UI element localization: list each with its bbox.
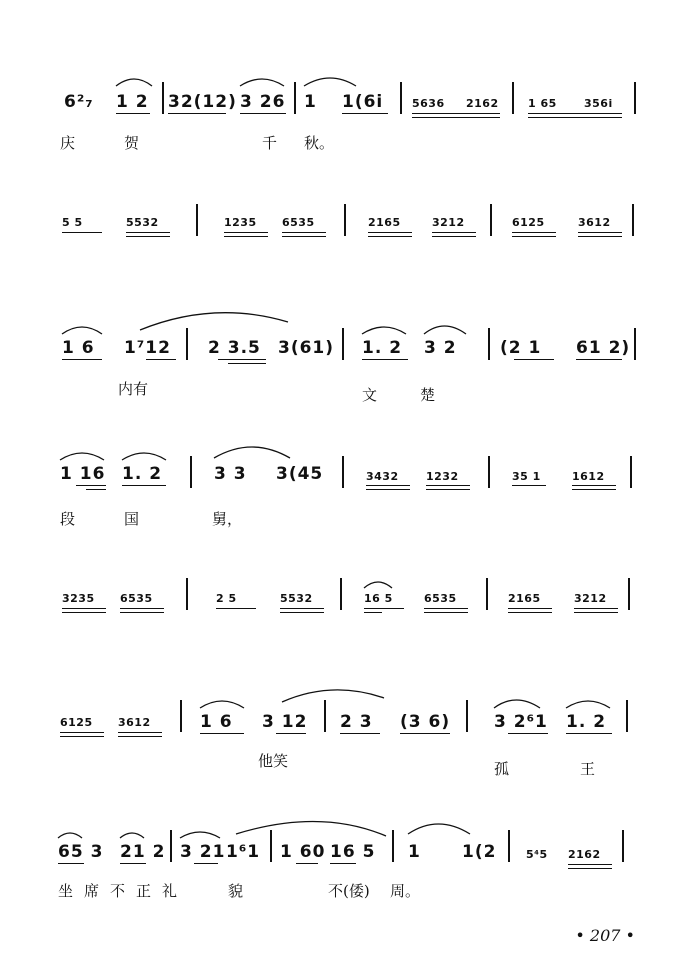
- lyric: 楚: [420, 386, 436, 404]
- note-group: 5⁴5: [526, 848, 548, 861]
- slur: [140, 313, 288, 330]
- note-group: 16 5: [364, 592, 393, 605]
- note-group: 1⁶1: [226, 842, 261, 862]
- note-group: 5532: [280, 592, 313, 605]
- page-number: • 207 •: [575, 926, 635, 945]
- slur: [200, 701, 244, 708]
- note-group: 1(2: [462, 842, 497, 862]
- note-group: 2165: [368, 216, 401, 229]
- note-group: 61 2): [576, 338, 631, 358]
- slur: [282, 690, 384, 702]
- slur: [364, 582, 392, 588]
- note-group: 1 16: [60, 464, 106, 484]
- slur: [408, 824, 470, 834]
- note-group: 6125: [60, 716, 93, 729]
- lyric: 国: [124, 510, 140, 528]
- note-group: 1235: [224, 216, 257, 229]
- note-group: 3432: [366, 470, 399, 483]
- lyric: 庆: [60, 134, 76, 152]
- lyric: 秋。: [304, 134, 335, 152]
- slur: [304, 78, 356, 86]
- note-group: 2 3: [340, 712, 373, 732]
- note-group: 3212: [432, 216, 465, 229]
- note-group: (2 1: [500, 338, 542, 358]
- note-group: 3212: [574, 592, 607, 605]
- lyric: 舅，: [212, 510, 243, 528]
- lyric: 礼: [162, 882, 178, 900]
- slur: [180, 832, 220, 838]
- note-group: 16 5: [330, 842, 376, 862]
- note-group: 3612: [118, 716, 151, 729]
- note-group: 21 2: [120, 842, 166, 862]
- slur: [60, 453, 104, 460]
- slur: [214, 447, 290, 458]
- note-group: 6535: [424, 592, 457, 605]
- note-group: 2162: [568, 848, 601, 861]
- lyric: 千: [262, 134, 278, 152]
- note-group: 3 2: [424, 338, 457, 358]
- slur: [494, 700, 540, 708]
- note-group: 5532: [126, 216, 159, 229]
- note-group: 3 3: [214, 464, 247, 484]
- lyric: 王: [580, 760, 596, 778]
- note-group: 6125: [512, 216, 545, 229]
- note-group: 1 6: [200, 712, 233, 732]
- lyric: 孤: [494, 760, 510, 778]
- slur: [58, 833, 82, 838]
- slur: [240, 79, 284, 86]
- note-group: 2162: [466, 97, 499, 110]
- slur: [362, 327, 406, 334]
- note-group: 1 65: [528, 97, 557, 110]
- note-group: (3 6): [400, 712, 451, 732]
- slur: [122, 453, 166, 460]
- slur: [236, 821, 386, 836]
- lyric: 不: [110, 882, 126, 900]
- slur: [424, 326, 466, 334]
- note-group: 5 5: [62, 216, 83, 229]
- note-group: 2165: [508, 592, 541, 605]
- note-group: 3 26: [240, 92, 286, 112]
- note-group: 6535: [120, 592, 153, 605]
- note-group: 1232: [426, 470, 459, 483]
- note-group: 32(12): [168, 92, 237, 112]
- note-group: 1 60: [280, 842, 326, 862]
- lyric: 不(倭): [328, 882, 370, 900]
- note-group: 2 3.5: [208, 338, 261, 358]
- note-group: 1(6i: [342, 92, 384, 112]
- note-group: 35 1: [512, 470, 541, 483]
- note-group: 2 5: [216, 592, 237, 605]
- lyric: 周。: [390, 882, 421, 900]
- slur: [62, 327, 102, 334]
- note-group: 1. 2: [362, 338, 403, 358]
- note-group: 3 12: [262, 712, 308, 732]
- note-group: 3 2⁶1: [494, 712, 548, 732]
- lyric: 贺: [124, 134, 140, 152]
- note-group: 6²₇: [64, 92, 94, 112]
- note-group: 1. 2: [122, 464, 163, 484]
- note-group: 5636: [412, 97, 445, 110]
- lyric: 内有: [118, 380, 149, 398]
- lyric: 段: [60, 510, 76, 528]
- note-group: 356i: [584, 97, 613, 110]
- note-group: 3612: [578, 216, 611, 229]
- lyric: 他笑: [258, 752, 289, 770]
- note-group: 3(45: [276, 464, 324, 484]
- note-group: 1. 2: [566, 712, 607, 732]
- note-group: 1⁷12: [124, 338, 171, 358]
- note-group: 1: [408, 842, 421, 862]
- note-group: 1: [304, 92, 317, 112]
- slur: [120, 833, 144, 838]
- note-group: 3 21: [180, 842, 226, 862]
- note-group: 1 6: [62, 338, 95, 358]
- lyric: 文: [362, 386, 378, 404]
- slur: [116, 79, 152, 86]
- slur: [566, 701, 610, 708]
- note-group: 1612: [572, 470, 605, 483]
- lyric: 貌: [228, 882, 244, 900]
- note-group: 1 2: [116, 92, 149, 112]
- note-group: 6535: [282, 216, 315, 229]
- lyric: 席: [84, 882, 100, 900]
- lyric: 正: [136, 882, 152, 900]
- note-group: 65 3: [58, 842, 104, 862]
- note-group: 3235: [62, 592, 95, 605]
- note-group: 3(61): [278, 338, 335, 358]
- lyric: 坐: [58, 882, 74, 900]
